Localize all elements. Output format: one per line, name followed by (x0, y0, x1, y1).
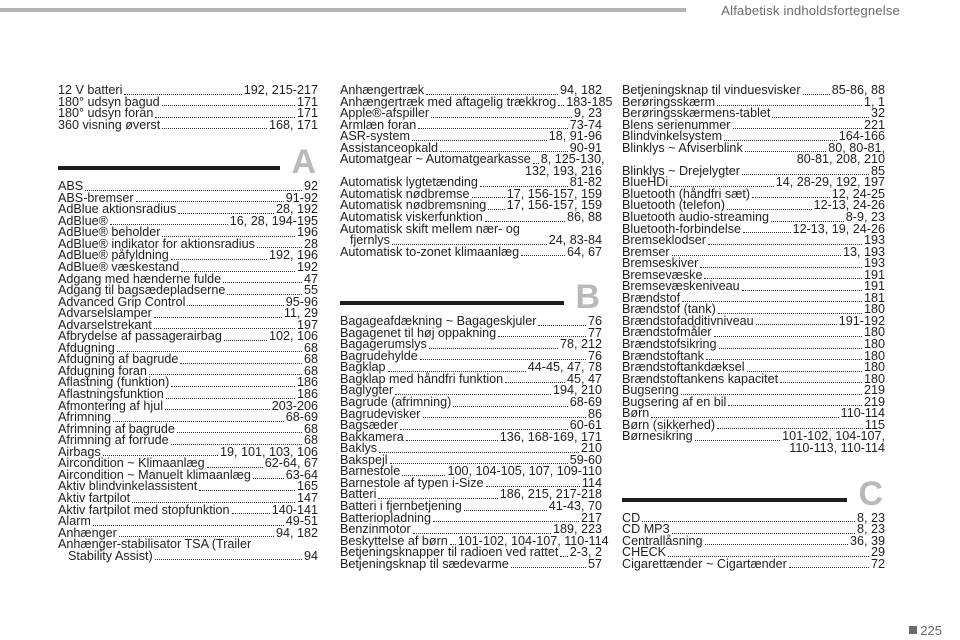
index-page-refs: 41-43, 70 (548, 498, 602, 513)
index-page-refs: 73-74 (569, 117, 602, 132)
leader-dots (199, 490, 295, 491)
index-page-refs: 28 (303, 236, 318, 251)
index-page-refs: 191 (863, 267, 885, 282)
leader-dots (708, 244, 862, 245)
index-page-refs: 86, 88 (566, 210, 602, 225)
index-term: AdBlue® beholder (58, 225, 161, 240)
index-page-refs: 192, 196 (268, 248, 318, 263)
leader-dots (224, 340, 267, 341)
index-term: Bagagenet til høj oppakning (340, 325, 497, 340)
index-page-refs: 110-114 (840, 406, 885, 421)
section-spacer (622, 455, 885, 473)
index-term: Barnestole af typen i-Size (340, 475, 484, 490)
index-page-refs: 197 (296, 317, 318, 332)
index-term: 180° udsyn bagud (58, 94, 160, 109)
index-term: Automatisk viskerfunktion (340, 210, 483, 225)
index-entry (340, 429, 602, 444)
index-page-refs: 1, 1 (863, 94, 885, 109)
index-term: Blindvinkelsystem (622, 129, 723, 144)
index-term: Airbags (58, 444, 101, 459)
index-term: Automatisk skift mellem nær- og (340, 221, 520, 236)
index-term: AdBlue® påfyldning (58, 248, 169, 263)
index-page-refs: 80, 80-81, (828, 140, 885, 155)
index-page-refs: 12-13, 19, 24-26 (792, 221, 885, 236)
leader-dots (406, 440, 498, 441)
index-page-refs: 90-91 (569, 140, 602, 155)
index-term: Bagrudevisker (340, 406, 421, 421)
index-term: Automatisk to-zonet klimaanlæg (340, 244, 520, 259)
index-page-refs: 47 (303, 271, 318, 286)
index-page-refs: 12-13, 24-26 (813, 198, 885, 213)
index-term: Afmontering af hjul (58, 398, 164, 413)
index-page-refs: 44-45, 47, 78 (527, 360, 602, 375)
index-page-refs: 18, 91-96 (548, 129, 602, 144)
index-term: ASR-system (340, 129, 410, 144)
index-entry (58, 548, 318, 563)
section-rule (58, 166, 280, 170)
index-entry (340, 556, 602, 571)
index-term: Børnesikring (622, 429, 693, 444)
index-term: Baglygter (340, 383, 394, 398)
index-term: Stability Assist) (68, 548, 153, 563)
index-term: Aflastning (funktion) (58, 375, 170, 390)
index-term: Bagklap (340, 360, 386, 375)
index-term: Anhængertræk med aftagelig trækkrog (340, 94, 557, 109)
index-term: Betjeningsknapper til radioen ved rattet (340, 545, 559, 560)
index-page-refs: 29 (870, 545, 885, 560)
index-entry (58, 117, 318, 132)
index-page-refs: 165 (296, 479, 318, 494)
section-spacer (340, 258, 602, 276)
index-term: Brændstofmåler (622, 325, 712, 340)
index-term: Bugsering af en bil (622, 394, 727, 409)
index-term: Batteriopladning (340, 510, 432, 525)
index-term: Bremser (622, 244, 670, 259)
index-page-refs: 60-61 (569, 418, 602, 433)
leader-dots (418, 128, 567, 129)
index-page-refs: 171 (296, 106, 318, 121)
index-page-refs: 192 (296, 260, 318, 275)
leader-dots (558, 105, 564, 106)
index-page-refs: 136, 168-169, 171 (499, 429, 602, 444)
index-term: Bluetooth (håndfri sæt) (622, 186, 751, 201)
index-page-refs: 180 (863, 302, 885, 317)
index-term: 12 V batteri (58, 83, 123, 97)
leader-dots (165, 409, 270, 410)
top-rule (0, 8, 686, 12)
leader-dots (429, 348, 558, 349)
index-page-refs: 191 (863, 279, 885, 294)
leader-dots (511, 567, 586, 568)
index-page-refs: 80-81, 208, 210 (796, 152, 885, 167)
leader-dots (171, 386, 295, 387)
section-rule (622, 498, 847, 502)
index-term: Bakspejl (340, 452, 388, 467)
index-term: Benzinmotor (340, 522, 411, 537)
index-term: Afdugning (58, 340, 115, 355)
index-page-refs: 101-102, 104-107, (782, 429, 885, 444)
index-page-refs: 115 (864, 417, 885, 432)
index-entry (622, 440, 885, 455)
leader-dots (521, 255, 565, 256)
index-term: 180° udsyn foran (58, 106, 154, 121)
index-term: Advarselslamper (58, 306, 152, 321)
index-term: Afdugning foran (58, 363, 147, 378)
index-term: CD (622, 510, 641, 525)
index-term: Apple®-afspiller (340, 106, 430, 121)
leader-dots (719, 348, 862, 349)
index-term: Brændstof (622, 290, 681, 305)
index-term: Anhængertræk (340, 83, 424, 97)
page-marker-square (909, 626, 917, 634)
section-header (340, 278, 602, 317)
index-term: Armlæn foran (340, 117, 417, 132)
leader-dots (742, 290, 862, 291)
index-term: Aircondition ~ Klimaanlæg (58, 456, 205, 471)
index-term: Bluetooth audio-streaming (622, 210, 770, 225)
index-page-refs: 110-113, 110-114 (789, 440, 885, 455)
index-term: Afdugning af bagrude (58, 352, 179, 367)
index-page-refs: 219 (863, 383, 885, 398)
leader-dots (162, 128, 267, 129)
index-term: Afrimning af forrude (58, 433, 169, 448)
index-term: Brændstofadditivniveau (622, 313, 754, 328)
index-entry-list (58, 85, 318, 131)
index-page-refs: 94, 182 (559, 83, 602, 97)
index-page-refs: 76 (587, 314, 602, 329)
leader-dots (232, 513, 270, 514)
index-term: Brændstoftankens kapacitet (622, 371, 779, 386)
index-page-refs: 86 (587, 406, 602, 421)
page-header-title: Alfabetisk indholdsfortegnelse (721, 3, 900, 18)
index-page-refs: 95-96 (285, 294, 318, 309)
index-term: Bagagerumslys (340, 337, 427, 352)
index-column-2 (340, 83, 613, 571)
index-page-refs: 191-192 (838, 313, 885, 328)
index-page-refs: 11, 29 (283, 306, 318, 321)
index-term: Barnestole (340, 464, 401, 479)
index-page-refs: 219 (863, 394, 885, 409)
leader-dots (714, 336, 862, 337)
section-letter: C (858, 474, 883, 513)
index-term: Advarselstrekant (58, 317, 152, 332)
index-term: Brændstoftank (622, 348, 704, 363)
index-term: AdBlue® væskestand (58, 260, 180, 275)
index-page-refs: 14, 28-29, 192, 197 (775, 175, 885, 190)
index-term: Bremseklodser (622, 233, 706, 248)
index-term: Børn (622, 406, 650, 421)
index-term: AdBlue® indikator for aktionsradius (58, 236, 255, 251)
section-letter: A (291, 143, 316, 182)
index-term: ABS (58, 179, 84, 194)
index-term: Børn (sikkerhed) (622, 417, 716, 432)
index-page-refs: 164-166 (838, 129, 885, 144)
index-term: Assistanceopkald (340, 140, 439, 155)
section-header (622, 474, 885, 513)
leader-dots (700, 267, 862, 268)
index-page-refs: 180 (863, 325, 885, 340)
leader-dots (155, 559, 302, 560)
leader-dots (756, 324, 837, 325)
leader-dots (154, 317, 282, 318)
index-page-refs: 140-141 (271, 502, 318, 517)
index-page-refs: 49-51 (285, 514, 318, 529)
index-term: Betjeningsknap til sædevarme (340, 556, 509, 571)
index-page-refs: 192, 215-217 (243, 83, 318, 97)
index-term: Bluetooth-forbindelse (622, 221, 742, 236)
index-term: Blinklys ~ Afviserblink (622, 140, 743, 155)
index-page-refs: 194, 210 (552, 383, 602, 398)
index-term: Bagageafdækning ~ Bagageskjuler (340, 314, 537, 329)
index-page-refs: 17, 156-157, 159 (506, 186, 602, 201)
index-column-3 (622, 85, 885, 570)
index-term: Advanced Grip Control (58, 294, 186, 309)
index-page-refs: 94 (303, 548, 318, 563)
index-entry (622, 556, 885, 571)
index-entry-list (58, 181, 318, 562)
leader-dots (789, 567, 869, 568)
index-entry (58, 502, 318, 517)
index-term: Bagklap med håndfri funktion (340, 371, 504, 386)
index-page-refs: 9, 23 (573, 106, 602, 121)
page-number-text: 225 (920, 623, 942, 638)
leader-dots (705, 544, 848, 545)
index-term: Baklys (340, 441, 378, 456)
index-term: Cigarettænder ~ Cigartænder (622, 556, 787, 571)
index-page-refs: 91-92 (285, 190, 318, 205)
index-page-refs: 171 (296, 94, 318, 109)
index-entry-list (622, 510, 885, 571)
index-term: Bremsevæske (622, 267, 703, 282)
index-term: Berøringsskærmens-tablet (622, 106, 771, 121)
index-page-refs: 68 (303, 340, 318, 355)
leader-dots (379, 452, 579, 453)
index-page-refs: 62-64, 67 (264, 456, 318, 471)
index-page-refs: 180 (863, 360, 885, 375)
index-page-refs: 147 (296, 490, 318, 505)
index-term: BlueHDi (622, 175, 669, 190)
index-term: Aktiv fartpilot med stopfunktion (58, 502, 230, 517)
index-page-refs: 32 (870, 106, 885, 121)
index-term: Brændstofsikring (622, 337, 717, 352)
index-term: Berøringsskærm (622, 94, 716, 109)
index-page-refs: 85-86, 88 (831, 83, 885, 97)
index-page-refs: 221 (863, 117, 885, 132)
index-page-refs: 196 (296, 225, 318, 240)
index-term: Adgang til bagsædepladserne (58, 283, 226, 298)
leader-dots (423, 417, 586, 418)
index-term: Brændstoftankdæksel (622, 360, 745, 375)
index-page-refs: 76 (587, 348, 602, 363)
index-page-refs: 181 (863, 290, 885, 305)
index-page-refs: 183-185 (566, 94, 613, 109)
index-page-refs: 100, 104-105, 107, 109-110 (447, 464, 602, 479)
index-page-refs: 114 (581, 475, 602, 490)
index-term: CD MP3 (622, 522, 670, 537)
index-page-refs: 94, 182 (275, 525, 318, 540)
index-page-refs: 63-64 (285, 467, 318, 482)
index-term: Anhænger-stabilisator TSA (Trailer (58, 537, 252, 552)
index-term: Beskyttelse af børn (340, 533, 448, 548)
index-term: Anhænger (58, 525, 117, 540)
index-page-refs: 101-102, 104-107, 110-114 (457, 533, 609, 548)
index-page-refs: 68 (303, 433, 318, 448)
leader-dots (803, 94, 830, 95)
index-term: Automatgear ~ Automatgearkasse (340, 152, 531, 167)
index-page-refs: 186, 215, 217-218 (499, 487, 602, 502)
index-entry-list (340, 314, 609, 571)
leader-dots (453, 406, 567, 407)
index-page-refs: 28, 192 (275, 202, 318, 217)
index-page-refs: 13, 193 (842, 244, 885, 259)
index-column-1 (58, 85, 318, 562)
index-term: Afrimning af bagrude (58, 421, 175, 436)
leader-dots (253, 478, 284, 479)
index-page-refs: 12, 24-25 (831, 186, 885, 201)
index-page-refs: 217 (580, 510, 602, 525)
index-term: ABS-bremser (58, 190, 134, 205)
index-page-refs: 92 (303, 179, 318, 194)
index-term: AdBlue aktionsradius (58, 202, 177, 217)
index-page-refs: 68 (303, 352, 318, 367)
index-page-refs: 189, 223 (552, 522, 602, 537)
index-term: Aktiv blindvinkelassistent (58, 479, 198, 494)
index-entry-list (622, 85, 885, 455)
index-term: Bugsering (622, 383, 679, 398)
index-term: Bremseskiver (622, 256, 699, 271)
leader-dots (743, 232, 791, 233)
index-page-refs: 102, 106 (268, 329, 318, 344)
section-header (58, 143, 318, 182)
index-page-refs: 78, 212 (559, 337, 602, 352)
index-page-refs: 186 (296, 387, 318, 402)
index-term: Bakkamera (340, 429, 404, 444)
leader-dots (180, 363, 302, 364)
index-page-refs: 68-69 (285, 410, 318, 425)
index-page-refs: 193 (863, 256, 885, 271)
leader-dots (171, 259, 267, 260)
leader-dots (431, 117, 572, 118)
index-term: Batteri i fjernbetjening (340, 498, 462, 513)
index-term: Automatisk lygtetænding (340, 175, 478, 190)
index-page-refs: 180 (863, 337, 885, 352)
index-term: Bluetooth (telefon) (622, 198, 725, 213)
index-term: Bremsevæskeniveau (622, 279, 740, 294)
index-page-refs: 36, 39 (849, 533, 885, 548)
index-page-refs: 19, 101, 103, 106 (219, 444, 318, 459)
leader-dots (93, 525, 284, 526)
index-page-refs: 17, 156-157, 159 (506, 198, 602, 213)
index-page-refs: 68 (303, 363, 318, 378)
index-term: Aflastningsfunktion (58, 387, 164, 402)
index-term: Afbrydelse af passagerairbag (58, 329, 222, 344)
leader-dots (780, 382, 862, 383)
index-page-refs: 186 (296, 375, 318, 390)
leader-dots (695, 440, 780, 441)
index-term: AdBlue® (58, 213, 108, 228)
index-term: Blens serienummer (622, 117, 731, 132)
index-page-refs: 81-82 (569, 175, 602, 190)
index-entry-list (340, 83, 613, 259)
leader-dots (772, 117, 869, 118)
leader-dots (177, 432, 302, 433)
index-page-refs: 2-3, 2 (569, 545, 602, 560)
leader-dots (642, 521, 855, 522)
index-term: Aktiv fartpilot (58, 490, 131, 505)
index-page-refs: 8, 125-130, (540, 152, 605, 167)
index-term: Brændstof (tank) (622, 302, 716, 317)
index-term: Betjeningsknap til vinduesvisker (622, 83, 801, 97)
index-term: 360 visning øverst (58, 117, 161, 132)
leader-dots (464, 510, 547, 511)
index-term: Automatisk nødbremsning (340, 198, 487, 213)
index-term: Afrimning (58, 410, 112, 425)
leader-dots (149, 374, 302, 375)
index-entry (340, 244, 602, 259)
index-page-refs: 68 (303, 421, 318, 436)
index-page-refs: 203-206 (271, 398, 318, 413)
index-term: fjernlys (350, 233, 390, 248)
index-page-refs: 168, 171 (268, 117, 318, 132)
index-term: Bagrude (afrimning) (340, 395, 452, 410)
index-page-refs: 59-60 (569, 452, 602, 467)
leader-dots (223, 282, 302, 283)
index-page-refs: 72 (870, 556, 885, 571)
index-page-refs: 8, 23 (856, 522, 885, 537)
index-page-refs: 77 (587, 325, 602, 340)
index-page-refs: 24, 83-84 (548, 233, 602, 248)
index-term: CHECK (622, 545, 667, 560)
index-page-refs: 180 (863, 371, 885, 386)
index-page-refs: 85 (870, 163, 885, 178)
index-term: Centrallåsning (622, 533, 703, 548)
index-page-refs: 55 (303, 283, 318, 298)
leader-dots (560, 556, 567, 557)
leader-dots (162, 105, 295, 106)
index-page-refs: 57 (587, 556, 602, 571)
index-page-refs: 68-69 (569, 395, 602, 410)
index-term: Aircondition ~ Manuelt klimaanlæg (58, 467, 251, 482)
section-letter: B (575, 278, 600, 317)
index-page-refs: 16, 28, 194-195 (229, 213, 318, 228)
leader-dots (538, 325, 586, 326)
index-page-refs: 210 (580, 441, 602, 456)
leader-dots (488, 209, 504, 210)
index-term: Batteri (340, 487, 377, 502)
index-term: Bagsæder (340, 418, 399, 433)
index-term: Automatisk nødbremse (340, 186, 470, 201)
index-term: Alarm (58, 514, 91, 529)
index-term: Blinklys ~ Drejelygter (622, 163, 740, 178)
page-number (909, 623, 942, 638)
index-page-refs: 193 (863, 233, 885, 248)
index-page-refs: 8-9, 23 (845, 210, 885, 225)
index-page-refs: 64, 67 (566, 244, 602, 259)
section-rule (340, 301, 564, 305)
index-term: Bagrudehylde (340, 348, 418, 363)
index-page-refs: 180 (863, 348, 885, 363)
index-page-refs: 45, 47 (566, 371, 602, 386)
index-term: Adgang med hænderne fulde (58, 271, 222, 286)
leader-dots (187, 305, 283, 306)
index-page-refs: 132, 193, 216 (524, 163, 602, 178)
index-page-refs: 8, 23 (856, 510, 885, 525)
